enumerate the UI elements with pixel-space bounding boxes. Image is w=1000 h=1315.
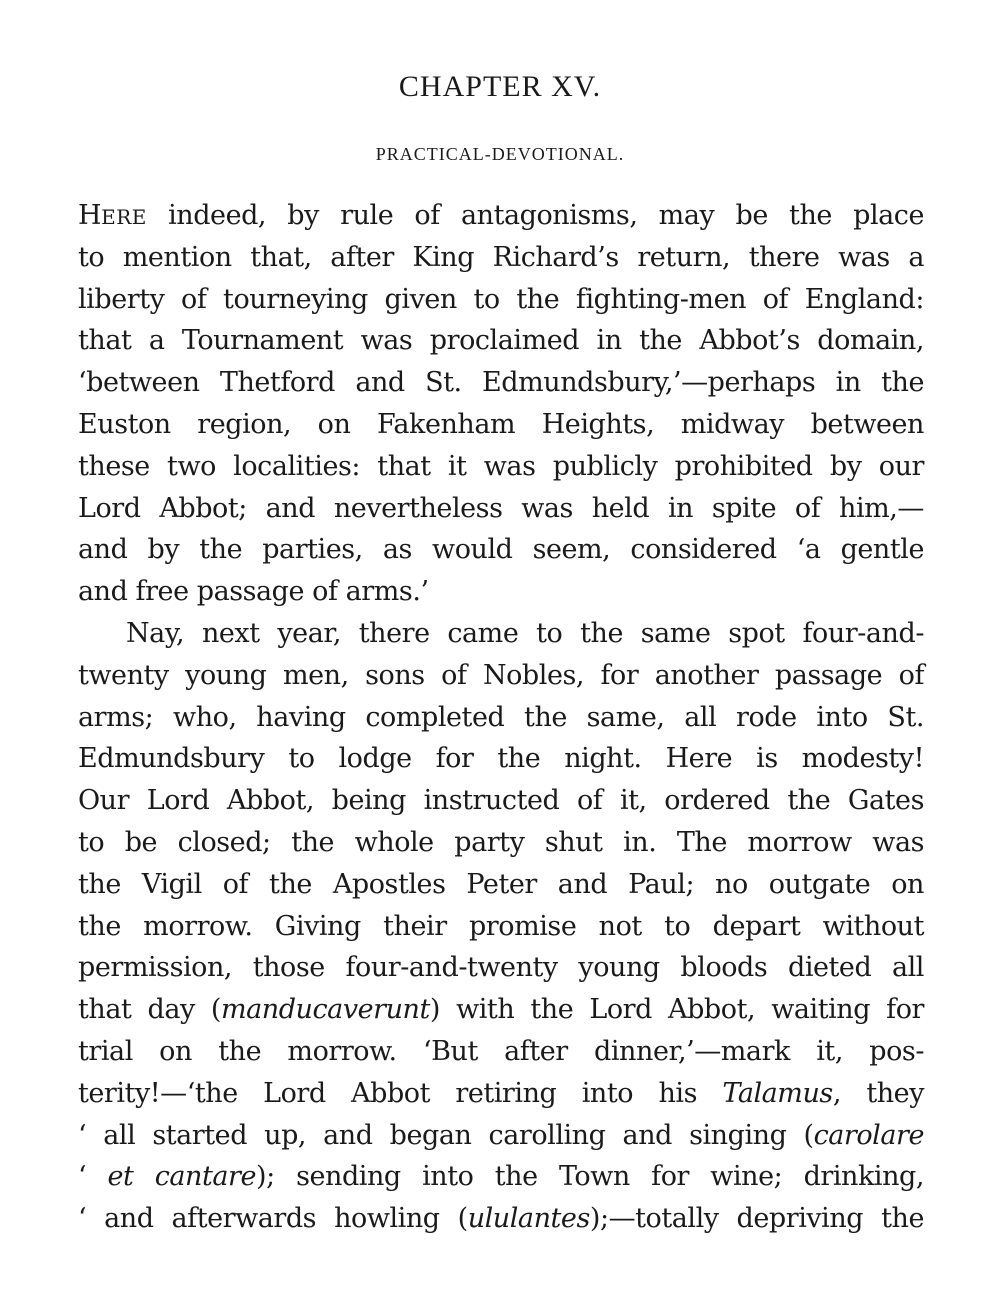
text-line: these two localities: that it was publicly prohibited by our: [78, 450, 924, 482]
italic-latin: et cantare: [107, 1161, 257, 1193]
text-line: Lord Abbot; and nevertheless was held in spite of him,—: [78, 492, 924, 524]
text-segment: ‘ and afterwards howling (: [78, 1203, 468, 1235]
text-segment: , they: [832, 1077, 924, 1109]
text-line: Edmundsbury to lodge for the night. Here is modesty!: [78, 743, 924, 775]
text-line: trial on the morrow. ‘But after dinner,’—mark it, pos-: [78, 1035, 924, 1067]
text-segment: that day (: [78, 994, 221, 1026]
text-line: the Vigil of the Apostles Peter and Paul; no outgate on: [78, 868, 924, 900]
text-line: to be closed; the whole party shut in. The morrow was: [78, 826, 924, 858]
text-line: twenty young men, sons of Nobles, for another passage of: [78, 659, 924, 691]
drop-word-rest: ERE: [101, 205, 147, 229]
chapter-subtitle: PRACTICAL-DEVOTIONAL.: [375, 144, 625, 164]
text-line: Euston region, on Fakenham Heights, midway between: [78, 408, 924, 440]
italic-latin: carolare: [813, 1119, 924, 1151]
text-segment: );—totally depriving the: [589, 1203, 924, 1235]
body-text: [78, 195, 924, 1240]
text-line: [78, 1073, 924, 1115]
text-line: permission, those four-and-twenty young bloods dieted all: [78, 952, 924, 984]
text-segment: terity!—‘the Lord Abbot retiring into his: [78, 1077, 723, 1109]
chapter-title: CHAPTER XV.: [398, 70, 602, 103]
text-line: arms; who, having completed the same, all rode into St.: [78, 701, 924, 733]
text-line: Nay, next year, there came to the same spot four-and-: [126, 617, 924, 649]
text-line: the morrow. Giving their promise not to depart without: [78, 910, 924, 942]
text-line: liberty of tourneying given to the fighting-men of England:: [78, 283, 924, 315]
text-line: to mention that, after King Richard’s return, there was a: [78, 241, 924, 273]
italic-latin: ululantes: [467, 1203, 590, 1235]
text-line-content: indeed, by rule of antagonisms, may be the place: [146, 200, 924, 231]
text-line: [78, 1156, 924, 1198]
italic-latin: manducaverunt: [220, 994, 430, 1026]
text-line: [78, 989, 924, 1031]
text-segment: ‘: [78, 1161, 108, 1193]
text-line: and free passage of arms.’: [78, 576, 429, 608]
text-line: and by the parties, as would seem, considered ‘a gentle: [78, 534, 924, 566]
text-segment: ‘ all started up, and began carolling and singing (: [78, 1119, 814, 1151]
italic-latin: Talamus: [722, 1077, 833, 1109]
text-line: that a Tournament was proclaimed in the Abbot’s domain,: [78, 325, 924, 357]
drop-word-initial: H: [78, 200, 102, 231]
text-line: [78, 195, 924, 237]
text-line: ‘between Thetford and St. Edmundsbury,’—perhaps in the: [78, 367, 924, 399]
text-segment: ) with the Lord Abbot, waiting for: [429, 994, 924, 1026]
text-line: Our Lord Abbot, being instructed of it, ordered the Gates: [78, 785, 924, 817]
text-line: [78, 1115, 924, 1157]
text-line: [78, 1198, 924, 1240]
text-segment: ); sending into the Town for wine; drinking,: [256, 1161, 925, 1193]
